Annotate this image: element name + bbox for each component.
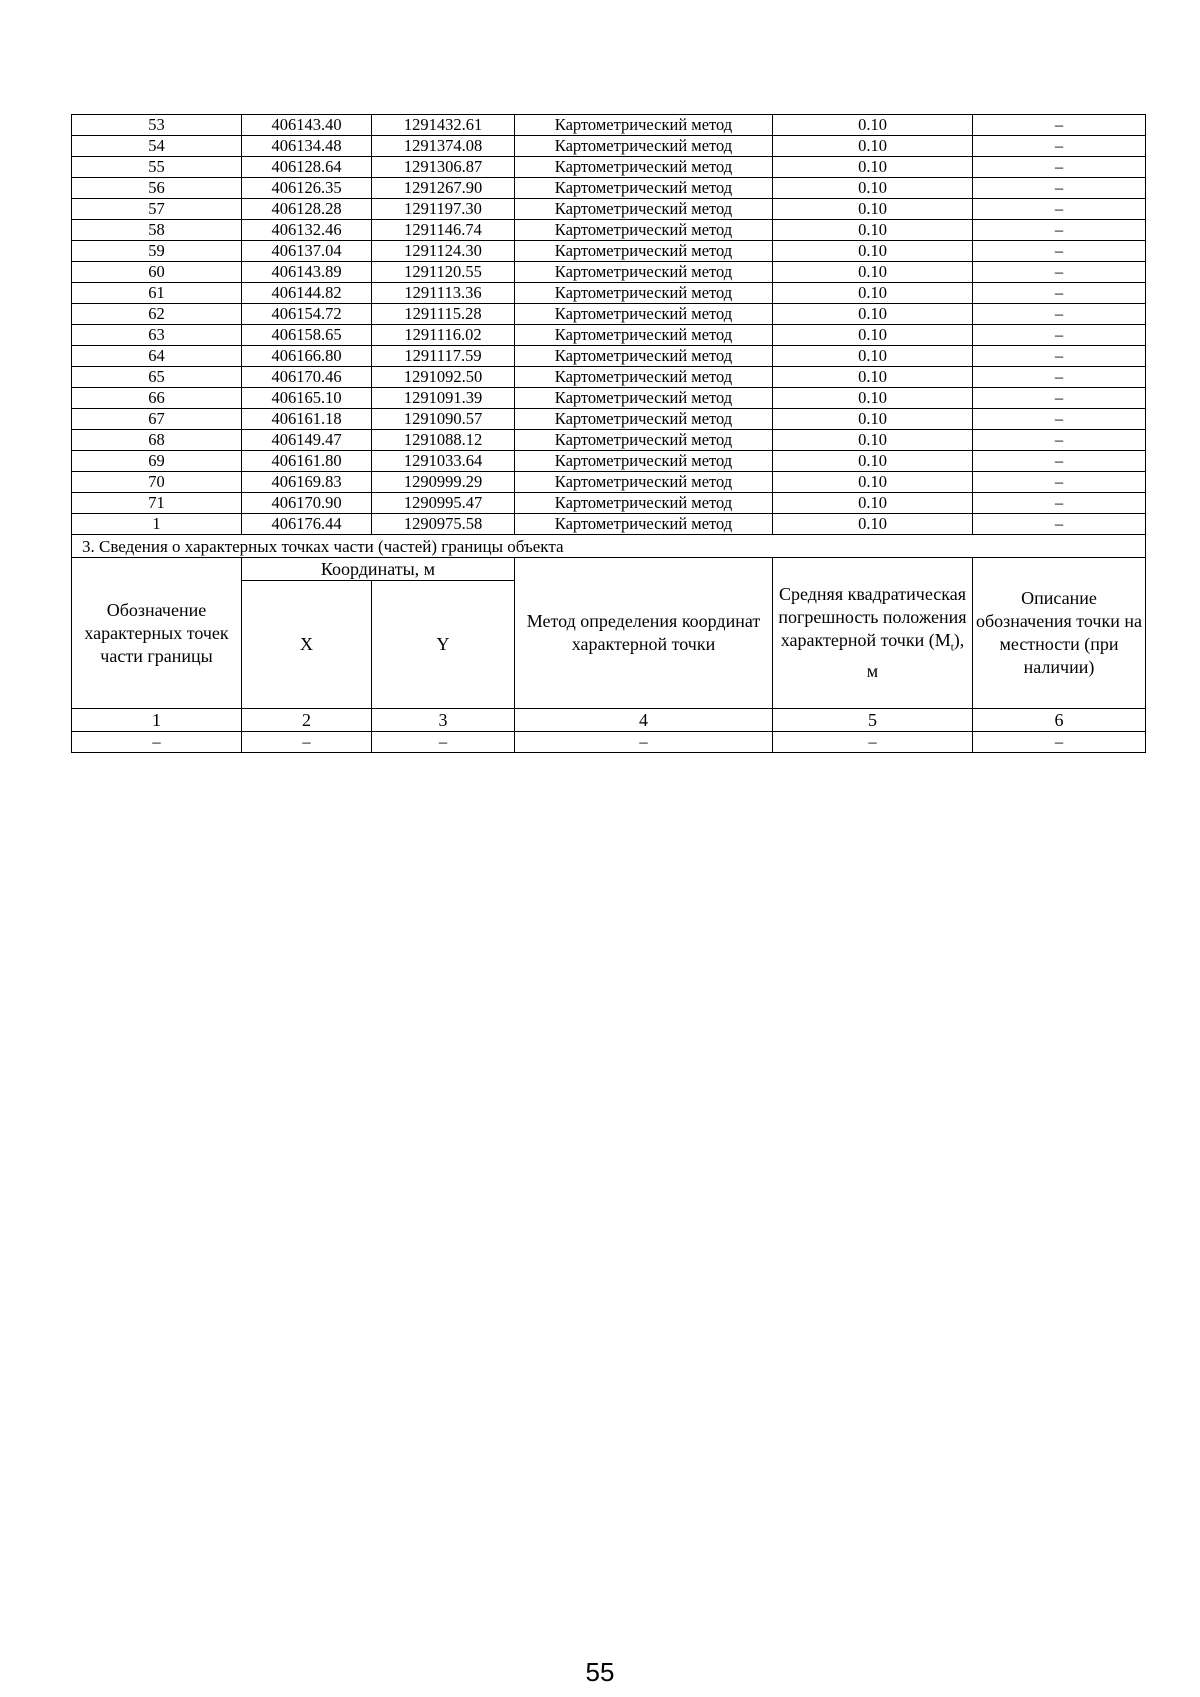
data-rows xyxy=(72,115,1146,535)
x-coordinate-cell: 406128.28 xyxy=(242,199,372,220)
method-cell: Картометрический метод xyxy=(515,241,773,262)
method-cell: Картометрический метод xyxy=(515,493,773,514)
description-cell: – xyxy=(973,136,1146,157)
table-row xyxy=(72,262,1146,283)
header-description: Описание обозначения точки на местности (при наличии) xyxy=(973,558,1146,709)
x-coordinate-cell: 406154.72 xyxy=(242,304,372,325)
mean-error-cell: 0.10 xyxy=(773,430,973,451)
y-coordinate-cell: 1291432.61 xyxy=(372,115,515,136)
method-cell: Картометрический метод xyxy=(515,220,773,241)
table-row xyxy=(72,472,1146,493)
method-cell: Картометрический метод xyxy=(515,388,773,409)
table-row xyxy=(72,409,1146,430)
y-coordinate-cell: 1291117.59 xyxy=(372,346,515,367)
page-number: 55 xyxy=(585,1657,615,1687)
table-row xyxy=(72,325,1146,346)
y-coordinate-cell: 1291090.57 xyxy=(372,409,515,430)
method-cell: Картометрический метод xyxy=(515,157,773,178)
x-coordinate-cell: 406128.64 xyxy=(242,157,372,178)
method-cell: Картометрический метод xyxy=(515,262,773,283)
empty-cell: – xyxy=(72,732,242,753)
y-coordinate-cell: 1291120.55 xyxy=(372,262,515,283)
table-row xyxy=(72,199,1146,220)
table-row xyxy=(72,220,1146,241)
mean-error-cell: 0.10 xyxy=(773,199,973,220)
header-x: X xyxy=(242,581,372,709)
x-coordinate-cell: 406134.48 xyxy=(242,136,372,157)
table-row xyxy=(72,283,1146,304)
column-number: 5 xyxy=(773,709,973,732)
table-row xyxy=(72,157,1146,178)
description-cell: – xyxy=(973,178,1146,199)
column-numbers-row xyxy=(72,709,1146,732)
mean-error-cell: 0.10 xyxy=(773,283,973,304)
table-row xyxy=(72,430,1146,451)
point-number-cell: 58 xyxy=(72,220,242,241)
description-cell: – xyxy=(973,514,1146,535)
method-cell: Картометрический метод xyxy=(515,178,773,199)
point-number-cell: 69 xyxy=(72,451,242,472)
empty-cell: – xyxy=(242,732,372,753)
method-cell: Картометрический метод xyxy=(515,409,773,430)
section-3-empty-row xyxy=(72,732,1146,753)
description-cell: – xyxy=(973,220,1146,241)
description-cell: – xyxy=(973,451,1146,472)
mean-error-cell: 0.10 xyxy=(773,325,973,346)
mean-error-cell: 0.10 xyxy=(773,220,973,241)
y-coordinate-cell: 1291033.64 xyxy=(372,451,515,472)
boundary-points-table xyxy=(71,114,1146,753)
point-number-cell: 54 xyxy=(72,136,242,157)
x-coordinate-cell: 406143.89 xyxy=(242,262,372,283)
description-cell: – xyxy=(973,115,1146,136)
empty-cell: – xyxy=(973,732,1146,753)
column-number: 4 xyxy=(515,709,773,732)
y-coordinate-cell: 1290975.58 xyxy=(372,514,515,535)
x-coordinate-cell: 406161.80 xyxy=(242,451,372,472)
point-number-cell: 71 xyxy=(72,493,242,514)
x-coordinate-cell: 406137.04 xyxy=(242,241,372,262)
table-row xyxy=(72,367,1146,388)
point-number-cell: 53 xyxy=(72,115,242,136)
description-cell: – xyxy=(973,283,1146,304)
x-coordinate-cell: 406132.46 xyxy=(242,220,372,241)
description-cell: – xyxy=(973,430,1146,451)
x-coordinate-cell: 406170.90 xyxy=(242,493,372,514)
point-number-cell: 56 xyxy=(72,178,242,199)
x-coordinate-cell: 406176.44 xyxy=(242,514,372,535)
x-coordinate-cell: 406143.40 xyxy=(242,115,372,136)
mean-error-cell: 0.10 xyxy=(773,346,973,367)
column-number: 2 xyxy=(242,709,372,732)
x-coordinate-cell: 406149.47 xyxy=(242,430,372,451)
mean-error-cell: 0.10 xyxy=(773,136,973,157)
description-cell: – xyxy=(973,241,1146,262)
y-coordinate-cell: 1291267.90 xyxy=(372,178,515,199)
point-number-cell: 1 xyxy=(72,514,242,535)
description-cell: – xyxy=(973,304,1146,325)
mean-error-cell: 0.10 xyxy=(773,514,973,535)
description-cell: – xyxy=(973,346,1146,367)
mean-error-cell: 0.10 xyxy=(773,472,973,493)
method-cell: Картометрический метод xyxy=(515,283,773,304)
header-coordinates: Координаты, м xyxy=(242,558,515,581)
mean-error-cell: 0.10 xyxy=(773,178,973,199)
method-cell: Картометрический метод xyxy=(515,514,773,535)
method-cell: Картометрический метод xyxy=(515,346,773,367)
column-number: 3 xyxy=(372,709,515,732)
description-cell: – xyxy=(973,388,1146,409)
mean-error-cell: 0.10 xyxy=(773,451,973,472)
description-cell: – xyxy=(973,262,1146,283)
table-row xyxy=(72,346,1146,367)
table-row xyxy=(72,178,1146,199)
header-y: Y xyxy=(372,581,515,709)
y-coordinate-cell: 1291113.36 xyxy=(372,283,515,304)
point-number-cell: 61 xyxy=(72,283,242,304)
header-mt-sub: t xyxy=(950,641,954,654)
empty-cell: – xyxy=(773,732,973,753)
section-3-title-row xyxy=(72,535,1146,558)
x-coordinate-cell: 406126.35 xyxy=(242,178,372,199)
table-row xyxy=(72,451,1146,472)
y-coordinate-cell: 1291306.87 xyxy=(372,157,515,178)
section-3-header-row-1 xyxy=(72,558,1146,581)
point-number-cell: 68 xyxy=(72,430,242,451)
method-cell: Картометрический метод xyxy=(515,451,773,472)
point-number-cell: 64 xyxy=(72,346,242,367)
table-row xyxy=(72,514,1146,535)
description-cell: – xyxy=(973,199,1146,220)
point-number-cell: 63 xyxy=(72,325,242,346)
header-designation: Обозначение характерных точек части границы xyxy=(72,558,242,709)
x-coordinate-cell: 406170.46 xyxy=(242,367,372,388)
point-number-cell: 70 xyxy=(72,472,242,493)
y-coordinate-cell: 1291115.28 xyxy=(372,304,515,325)
header-mt-suffix: ), м xyxy=(866,630,965,681)
mean-error-cell: 0.10 xyxy=(773,388,973,409)
mean-error-cell: 0.10 xyxy=(773,241,973,262)
x-coordinate-cell: 406144.82 xyxy=(242,283,372,304)
mean-error-cell: 0.10 xyxy=(773,367,973,388)
point-number-cell: 55 xyxy=(72,157,242,178)
table-row xyxy=(72,241,1146,262)
column-number: 6 xyxy=(973,709,1146,732)
description-cell: – xyxy=(973,493,1146,514)
method-cell: Картометрический метод xyxy=(515,115,773,136)
x-coordinate-cell: 406158.65 xyxy=(242,325,372,346)
y-coordinate-cell: 1290995.47 xyxy=(372,493,515,514)
x-coordinate-cell: 406165.10 xyxy=(242,388,372,409)
y-coordinate-cell: 1290999.29 xyxy=(372,472,515,493)
mean-error-cell: 0.10 xyxy=(773,304,973,325)
point-number-cell: 59 xyxy=(72,241,242,262)
point-number-cell: 66 xyxy=(72,388,242,409)
y-coordinate-cell: 1291124.30 xyxy=(372,241,515,262)
empty-cell: – xyxy=(515,732,773,753)
mean-error-cell: 0.10 xyxy=(773,262,973,283)
x-coordinate-cell: 406161.18 xyxy=(242,409,372,430)
method-cell: Картометрический метод xyxy=(515,367,773,388)
method-cell: Картометрический метод xyxy=(515,430,773,451)
mean-error-cell: 0.10 xyxy=(773,115,973,136)
y-coordinate-cell: 1291092.50 xyxy=(372,367,515,388)
description-cell: – xyxy=(973,409,1146,430)
point-number-cell: 67 xyxy=(72,409,242,430)
method-cell: Картометрический метод xyxy=(515,136,773,157)
y-coordinate-cell: 1291146.74 xyxy=(372,220,515,241)
y-coordinate-cell: 1291197.30 xyxy=(372,199,515,220)
point-number-cell: 57 xyxy=(72,199,242,220)
method-cell: Картометрический метод xyxy=(515,199,773,220)
description-cell: – xyxy=(973,325,1146,346)
mean-error-cell: 0.10 xyxy=(773,409,973,430)
y-coordinate-cell: 1291116.02 xyxy=(372,325,515,346)
mean-error-cell: 0.10 xyxy=(773,493,973,514)
description-cell: – xyxy=(973,472,1146,493)
table-row xyxy=(72,115,1146,136)
method-cell: Картометрический метод xyxy=(515,304,773,325)
method-cell: Картометрический метод xyxy=(515,472,773,493)
table-row xyxy=(72,136,1146,157)
section-3-title: 3. Сведения о характерных точках части (частей) границы объекта xyxy=(72,535,1146,558)
table-row xyxy=(72,304,1146,325)
y-coordinate-cell: 1291088.12 xyxy=(372,430,515,451)
point-number-cell: 60 xyxy=(72,262,242,283)
header-mean-square-error xyxy=(773,558,973,709)
header-mt-prefix: Средняя квадратическая погрешность положения характерной точки (M xyxy=(778,584,967,651)
x-coordinate-cell: 406166.80 xyxy=(242,346,372,367)
point-number-cell: 65 xyxy=(72,367,242,388)
x-coordinate-cell: 406169.83 xyxy=(242,472,372,493)
mean-error-cell: 0.10 xyxy=(773,157,973,178)
y-coordinate-cell: 1291374.08 xyxy=(372,136,515,157)
point-number-cell: 62 xyxy=(72,304,242,325)
empty-cell: – xyxy=(372,732,515,753)
table-row xyxy=(72,388,1146,409)
y-coordinate-cell: 1291091.39 xyxy=(372,388,515,409)
table-row xyxy=(72,493,1146,514)
column-number: 1 xyxy=(72,709,242,732)
description-cell: – xyxy=(973,367,1146,388)
description-cell: – xyxy=(973,157,1146,178)
method-cell: Картометрический метод xyxy=(515,325,773,346)
header-method: Метод определения координат характерной точки xyxy=(515,558,773,709)
